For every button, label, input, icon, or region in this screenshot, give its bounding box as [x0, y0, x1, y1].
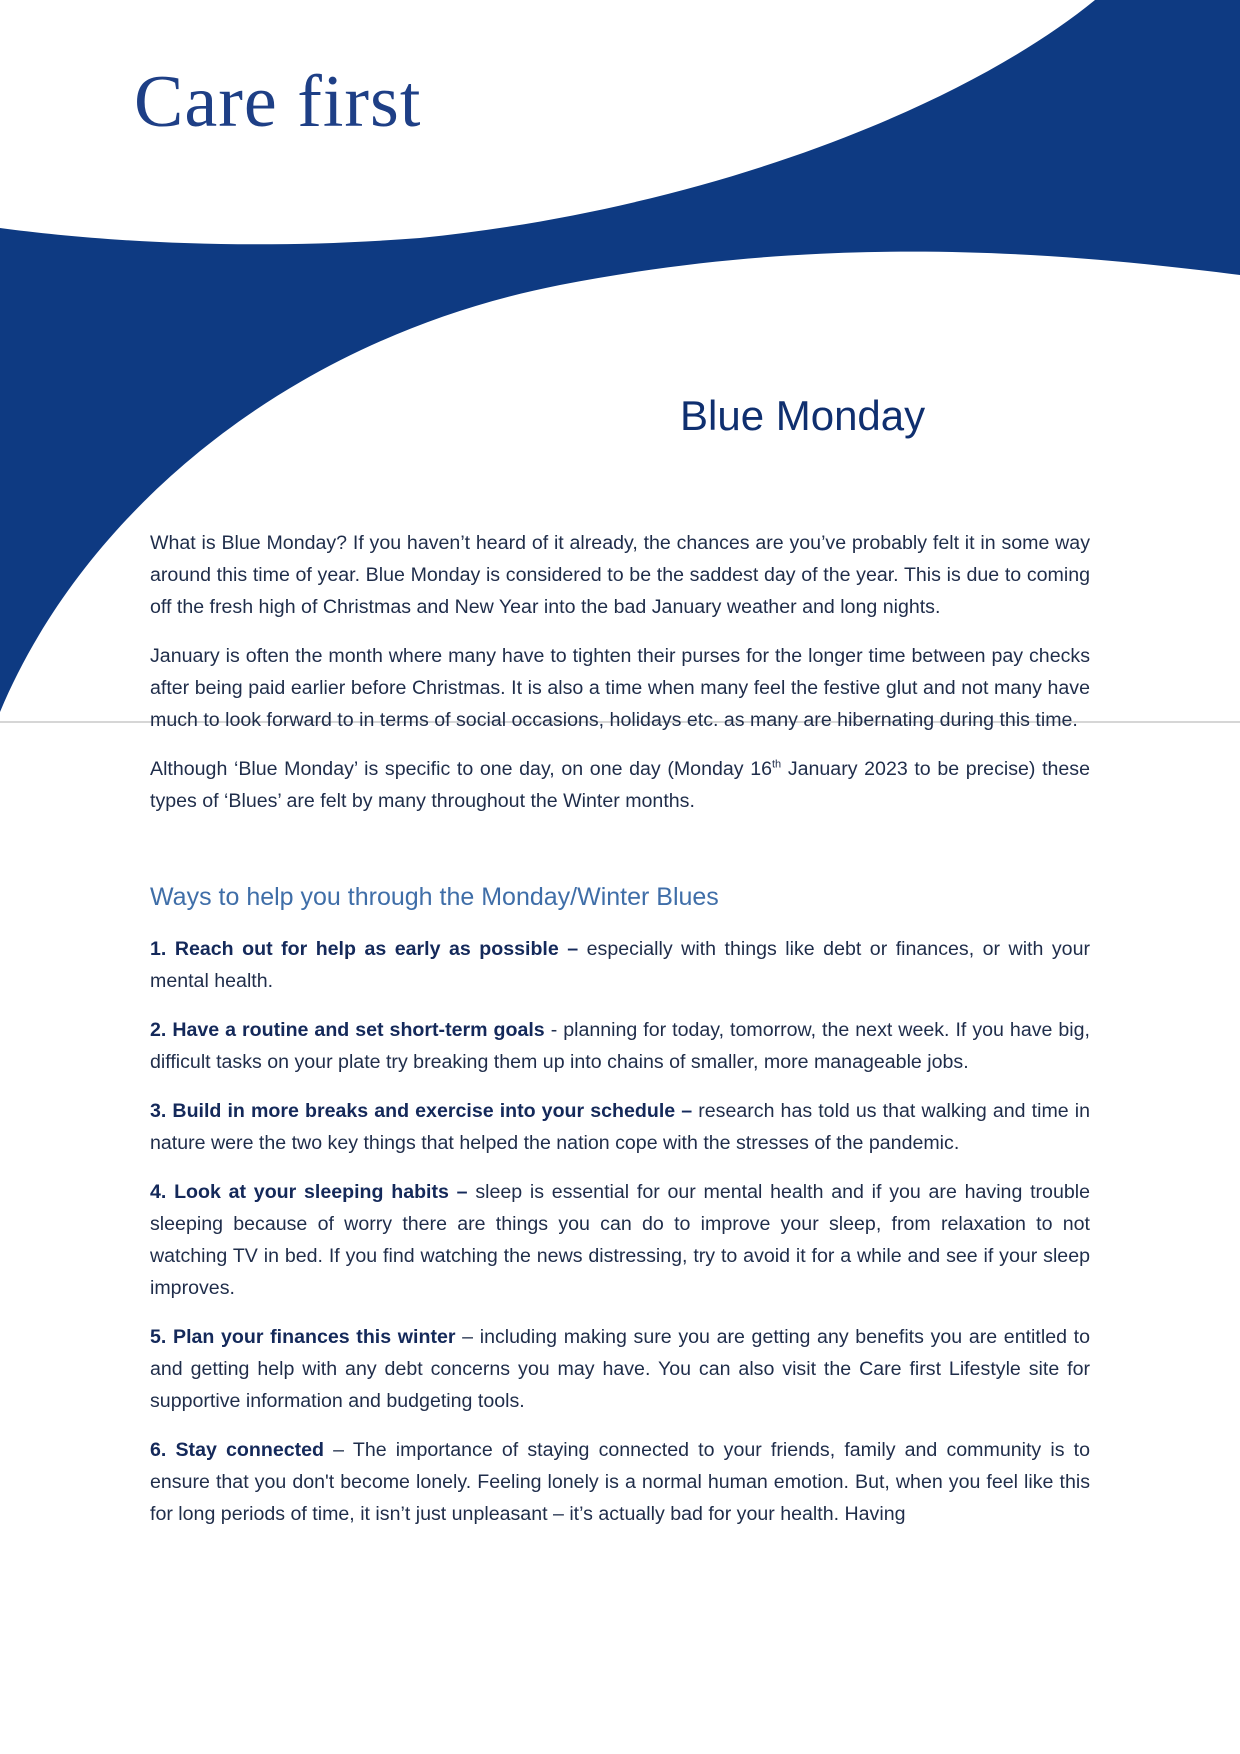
tip-item	[150, 933, 1090, 997]
intro-paragraph-1: What is Blue Monday? If you haven’t heard of it already, the chances are you’ve probably felt it in some way around this time of year. Blue Monday is considered to be the saddest day of the year. This is due to coming off the fresh high of Christmas and New Year into the bad January weather and long nights.	[150, 532, 1090, 618]
section-heading: Ways to help you through the Monday/Winter Blues	[150, 883, 719, 911]
page-title: Blue Monday	[680, 392, 926, 439]
tip-text: – The importance of staying connected to your friends, family and community is to ensure that you don't become lonely. Feeling lonely is a normal human emotion. But, when you feel like this for long periods of time, it isn’t just unpleasant – it’s actually bad for your health. Having	[150, 1439, 1091, 1525]
tip-text: especially with things like debt or finances, or with your mental health.	[150, 938, 1090, 992]
tip-text: – including making sure you are getting any benefits you are entitled to and getting help with any debt concerns you may have. You can also visit the Care first Lifestyle site for supportive information and budgeting tools.	[150, 1326, 1090, 1412]
tip-heading: 6. Stay connected	[150, 1439, 325, 1461]
intro-paragraph-2: January is often the month where many have to tighten their purses for the longer time between pay checks after being paid earlier before Christmas. It is also a time when many feel the festive glut and not many have much to look forward to in terms of social occasions, holidays etc. as many are hibernating during this time.	[150, 645, 1090, 731]
document-body	[150, 527, 1090, 1547]
date-text-before: Although ‘Blue Monday’ is specific to one day, on one day (Monday 16	[150, 758, 772, 780]
tip-text: research has told us that walking and time in nature were the two key things that helped the nation cope with the stresses of the pandemic.	[150, 1100, 1090, 1154]
tip-item	[150, 1014, 1090, 1078]
tip-item	[150, 1434, 1090, 1530]
date-text-after: January 2023 to be precise) these types of ‘Blues’ are felt by many throughout the Winter months.	[150, 758, 1091, 812]
tip-heading: 3. Build in more breaks and exercise into your schedule –	[150, 1100, 693, 1122]
tip-heading: 2. Have a routine and set short-term goals	[150, 1019, 545, 1041]
tip-heading: 5. Plan your finances this winter	[150, 1326, 456, 1348]
tip-item	[150, 1321, 1090, 1417]
tip-item	[150, 1095, 1090, 1159]
date-superscript: th	[772, 758, 782, 771]
date-paragraph	[150, 753, 1090, 817]
care-first-logo: Care first	[134, 61, 422, 143]
tip-heading: 1. Reach out for help as early as possible –	[150, 938, 579, 960]
tip-text: sleep is essential for our mental health and if you are having trouble sleeping because of worry there are things you can do to improve your sleep, from relaxation to not watching TV in bed. If you find watching the news distressing, try to avoid it for a while and see if your sleep improves.	[150, 1181, 1090, 1299]
tip-item	[150, 1176, 1090, 1304]
tip-heading: 4. Look at your sleeping habits –	[150, 1181, 468, 1203]
tip-text: - planning for today, tomorrow, the next week. If you have big, difficult tasks on your plate try breaking them up into chains of smaller, more manageable jobs.	[150, 1019, 1090, 1073]
